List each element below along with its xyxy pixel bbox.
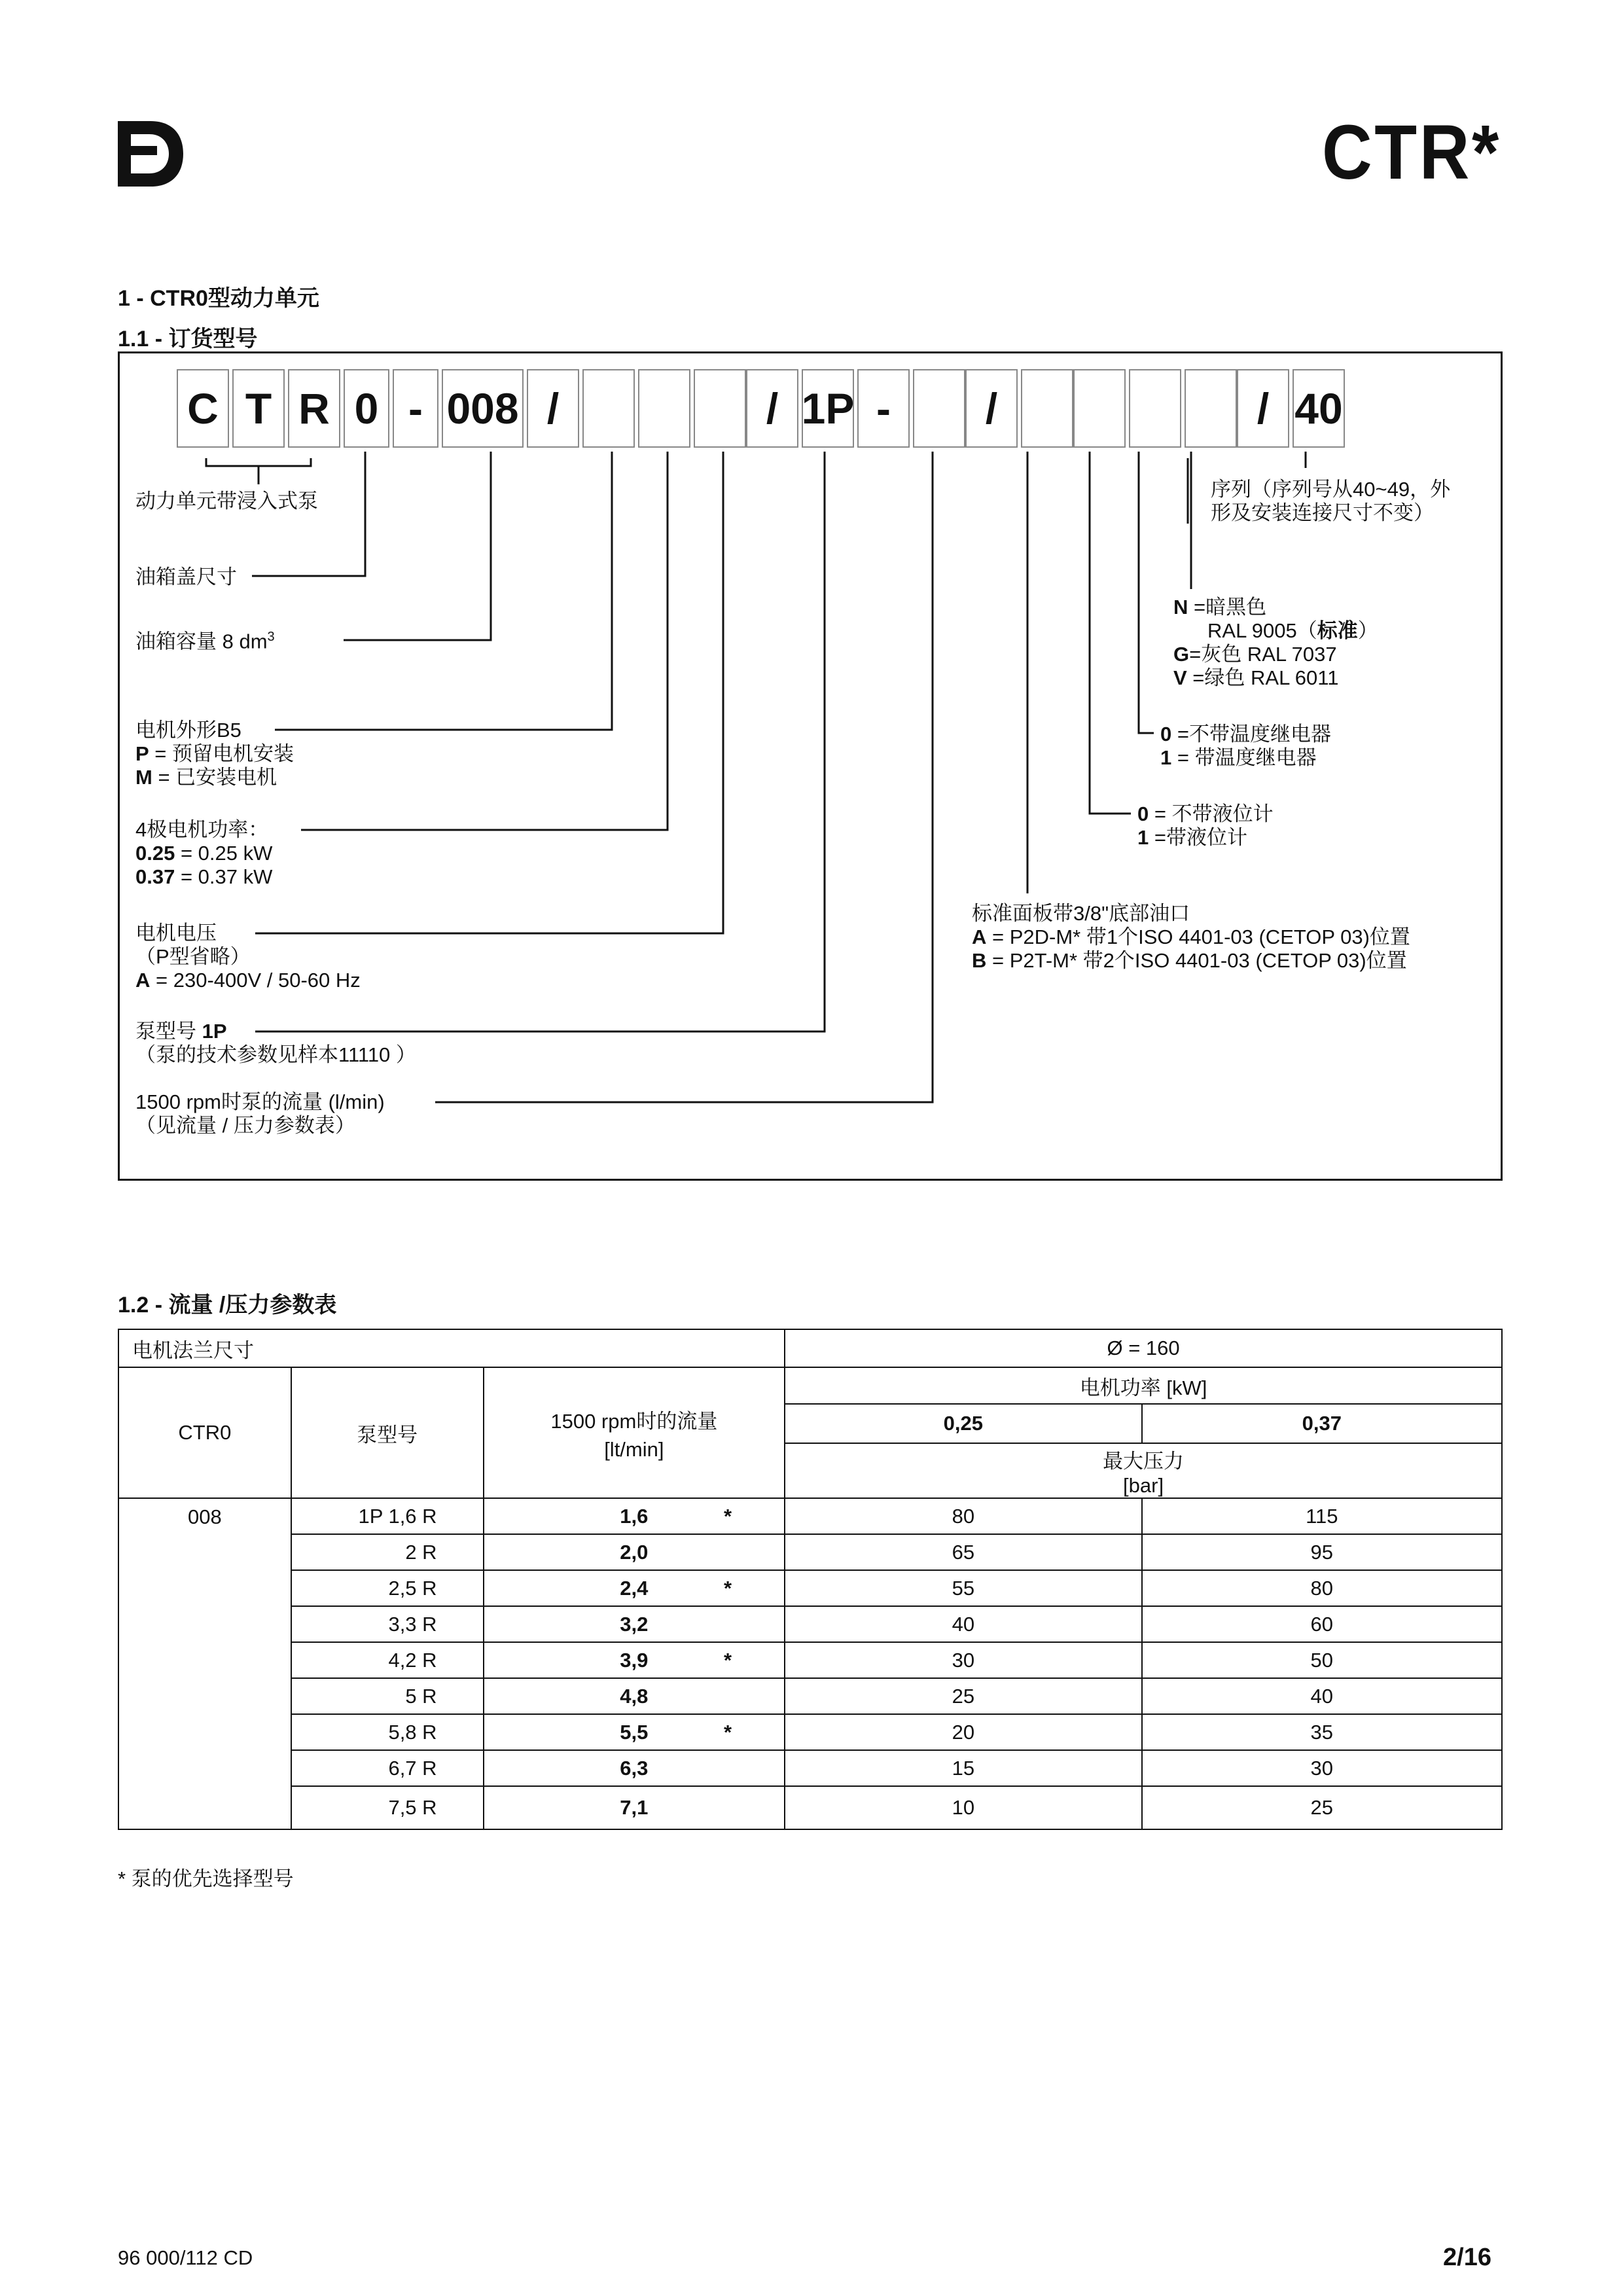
pressure-cell-p037: 40 [1142, 1678, 1502, 1714]
pump-cell: 2 R [291, 1534, 484, 1570]
power-037: 0,37 [1142, 1404, 1502, 1443]
footer-code: 96 000/112 CD [118, 2246, 253, 2269]
code-box: - [393, 369, 438, 448]
leader-thermo [1139, 452, 1154, 733]
pressure-cell-p025: 80 [785, 1498, 1141, 1534]
footnote: * 泵的优先选择型号 [118, 1867, 294, 1890]
label-plate: 标准面板带3/8"底部油口 A = P2D-M* 带1个ISO 4401-03 (CETOP 03)位置 B = P2T-M* 带2个ISO 4401-03 (CETOP 03)位置 [972, 902, 1410, 972]
pressure-cell-p025: 15 [785, 1750, 1141, 1786]
label-voltage: 电机电压 （P型省略） A = 230-400V / 50-60 Hz [135, 922, 361, 992]
pressure-cell-p037: 80 [1142, 1570, 1502, 1606]
flange-label: 电机法兰尺寸 [118, 1329, 785, 1367]
pressure-cell-p025: 25 [785, 1678, 1141, 1714]
ctr0-value: 008 [118, 1498, 291, 1829]
label-pump-model: 泵型号 1P （泵的技术参数见样本11110 ） [135, 1020, 416, 1066]
flow-cell [484, 1678, 785, 1714]
flow-value: 7,1 [620, 1796, 649, 1819]
table-row [118, 1498, 1502, 1534]
flow-pressure-table [118, 1329, 1503, 1830]
pressure-cell-p025: 55 [785, 1570, 1141, 1606]
section-heading-1-1: 1.1 - 订货型号 [118, 327, 258, 351]
flow-cell [484, 1786, 785, 1829]
flow-cell [484, 1642, 785, 1678]
flow-cell [484, 1534, 785, 1570]
leader-flow [435, 452, 933, 1102]
label-level: 0 = 不带液位计 1 =带液位计 [1137, 802, 1274, 849]
preferred-star: * [724, 1504, 732, 1528]
flow-value: 2,0 [620, 1540, 649, 1564]
col-flow: 1500 rpm时的流量 [lt/min] [484, 1367, 785, 1498]
preferred-star: * [724, 1648, 732, 1672]
leader-series [1191, 452, 1306, 468]
label-pump-type: 动力单元带浸入式泵 [135, 490, 318, 512]
pressure-cell-p037: 35 [1142, 1714, 1502, 1750]
pressure-cell-p025: 10 [785, 1786, 1141, 1829]
label-color: N =暗黑色 RAL 9005（标准） G=灰色 RAL 7037 V =绿色 RAL 6011 [1173, 596, 1378, 689]
table-body [118, 1498, 1502, 1829]
pressure-cell-p037: 60 [1142, 1606, 1502, 1642]
label-series: 序列（序列号从40~49，外 形及安装连接尺寸不变） [1211, 478, 1451, 524]
table-row [118, 1642, 1502, 1678]
code-box: 008 [442, 369, 524, 448]
pressure-cell-p037: 95 [1142, 1534, 1502, 1570]
pump-cell: 1P 1,6 R [291, 1498, 484, 1534]
code-box: / [527, 369, 579, 448]
pressure-cell-p025: 30 [785, 1642, 1141, 1678]
flow-value: 3,2 [620, 1612, 649, 1636]
flow-cell [484, 1498, 785, 1534]
pressure-cell-p025: 65 [785, 1534, 1141, 1570]
section-heading-1-2: 1.2 - 流量 /压力参数表 [118, 1293, 337, 1318]
flow-value: 6,3 [620, 1756, 649, 1780]
code-box: 1P [802, 369, 854, 448]
power-025: 0,25 [785, 1404, 1141, 1443]
pressure-cell-p025: 40 [785, 1606, 1141, 1642]
code-box: / [965, 369, 1018, 448]
pressure-cell-p037: 25 [1142, 1786, 1502, 1829]
table-row [118, 1750, 1502, 1786]
flow-value: 5,5 [620, 1720, 649, 1744]
label-flow: 1500 rpm时泵的流量 (l/min) （见流量 / 压力参数表） [135, 1090, 385, 1137]
table-row [118, 1606, 1502, 1642]
leader-lid [252, 452, 365, 576]
code-box: 0 [344, 369, 389, 448]
pump-cell: 6,7 R [291, 1750, 484, 1786]
pressure-cell-p037: 50 [1142, 1642, 1502, 1678]
label-motor-shape: 电机外形B5 P = 预留电机安装 M = 已安装电机 [135, 719, 294, 789]
flow-cell [484, 1570, 785, 1606]
page-number: 2/16 [1443, 2244, 1491, 2271]
flow-value: 4,8 [620, 1684, 649, 1708]
power-label: 电机功率 [kW] [785, 1367, 1502, 1404]
col-pump: 泵型号 [291, 1367, 484, 1498]
document-title: CTR* [1322, 109, 1501, 196]
table-row [118, 1534, 1502, 1570]
label-lid: 油箱盖尺寸 [135, 565, 237, 588]
pump-cell: 2,5 R [291, 1570, 484, 1606]
pressure-label: 最大压力 [bar] [785, 1443, 1502, 1498]
pump-cell: 5 R [291, 1678, 484, 1714]
preferred-star: * [724, 1720, 732, 1744]
pump-cell: 3,3 R [291, 1606, 484, 1642]
flow-value: 3,9 [620, 1648, 649, 1672]
leader-level [1090, 452, 1131, 814]
code-box: R [288, 369, 340, 448]
leader-motor-shape [275, 452, 612, 730]
preferred-star: * [724, 1576, 732, 1600]
section-heading-1: 1 - CTR0型动力单元 [118, 286, 319, 311]
flange-value: Ø = 160 [785, 1329, 1502, 1367]
pump-cell: 5,8 R [291, 1714, 484, 1750]
code-box: / [1237, 369, 1289, 448]
pressure-cell-p037: 30 [1142, 1750, 1502, 1786]
label-power: 4极电机功率： 0.25 = 0.25 kW 0.37 = 0.37 kW [135, 818, 273, 888]
code-box: C [177, 369, 229, 448]
label-thermo: 0 =不带温度继电器 1 = 带温度继电器 [1160, 723, 1331, 769]
flow-cell [484, 1714, 785, 1750]
pump-cell: 4,2 R [291, 1642, 484, 1678]
pressure-cell-p037: 115 [1142, 1498, 1502, 1534]
flow-cell [484, 1606, 785, 1642]
col-ctr0: CTR0 [118, 1367, 291, 1498]
code-box: / [746, 369, 798, 448]
bracket-ctr [206, 458, 311, 484]
leader-voltage [255, 452, 723, 933]
code-box: - [857, 369, 910, 448]
table-row [118, 1570, 1502, 1606]
flow-cell [484, 1750, 785, 1786]
flow-value: 2,4 [620, 1576, 649, 1600]
table-row [118, 1678, 1502, 1714]
pump-cell: 7,5 R [291, 1786, 484, 1829]
table-row [118, 1786, 1502, 1829]
label-tank: 油箱容量 8 $dm^3$ [135, 630, 275, 653]
flow-value: 1,6 [620, 1504, 649, 1528]
code-box: T [232, 369, 285, 448]
code-box: 40 [1293, 369, 1345, 448]
pressure-cell-p025: 20 [785, 1714, 1141, 1750]
table-row [118, 1714, 1502, 1750]
